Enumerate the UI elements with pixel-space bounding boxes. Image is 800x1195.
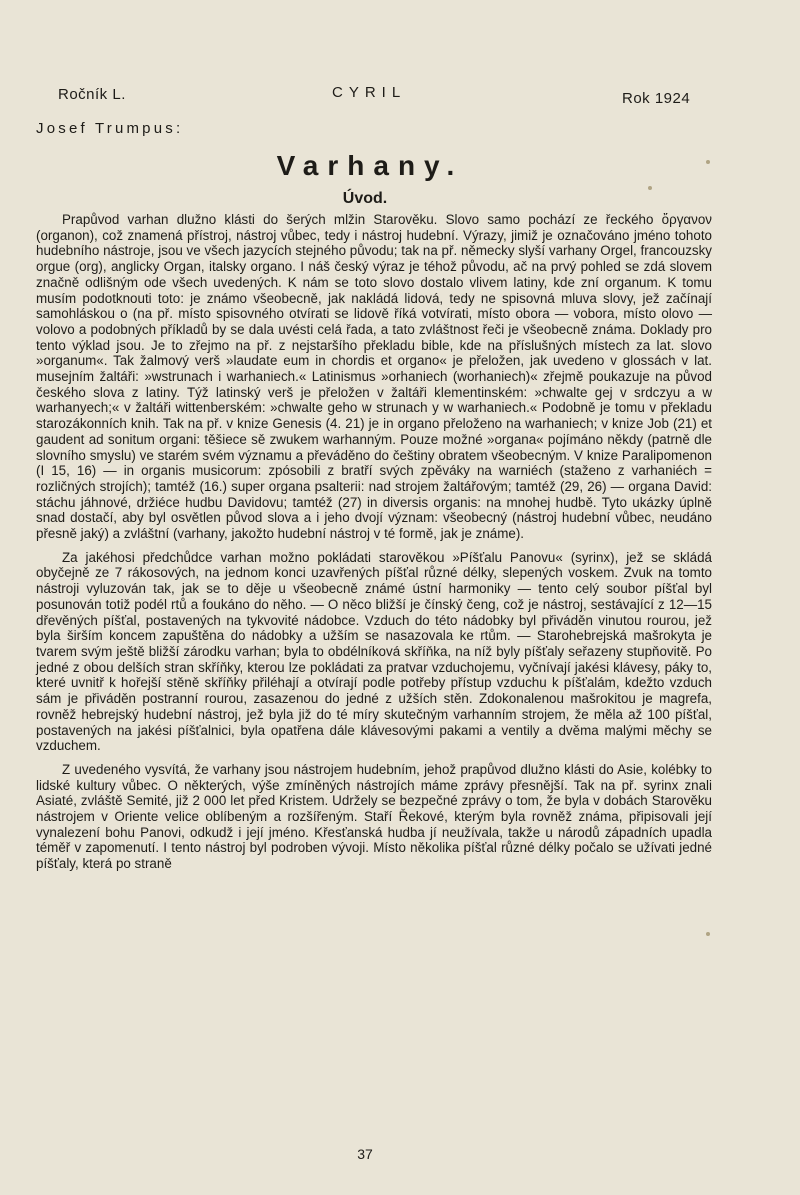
article-author: Josef Trumpus: [36, 120, 184, 137]
article-body [36, 212, 712, 880]
paragraph-2: Za jakéhosi předchůdce varhan možno pokládati starověkou »Píšťalu Panovu« (syrinx), jež se skládá obyčejně ze 7 rákosových, na jednom konci uzavřených píšťal různé délky, slepených voskem. Zvuk na tomto nástroji vyluzován tak, jak se to děje u všeobecně známé ústní harmoniky — tento celý soubor píšťal byl posunován totiž podél rtů a foukáno do něho. — O něco bližší je čínský čeng, což je nástroj, sestávající z 12—15 dřevěných píšťal, postavených na tykvovité nádobce. Vzduch do této nádobky byl přiváděn vinutou rourou, jež byla širším koncem zapuštěna do nádobky a užším se nasazovala ke rtům. — Starohebrejská mašrokyta je tvarem svým ještě bližší zárodku varhan; byla to obdélníková skříňka, na níž byly píšťaly seřazeny stupňovitě. Po jedné z obou delších stran skříňky, kterou lze pokládati za pratvar vzduchojemu, vyčnívají jakési klávesy, páky to, které uvnitř k hořejší stěně skříňky přiléhají a otvírají podle potřeby přístup vzduchu k píšťalám, kdežto vzduch sám je přiváděn postranní rourou, zasazenou do jedné z užších stěn. Zdokonalenou mašrokitou je magrefa, rovněž hebrejský hudební nástroj, jež byla již do té míry skutečným varhanním strojem, že měla až 100 píšťal, postavených na jakési píšťalnici, byla opatřena dále klávesovými pakami a ventily a dvěma malými měchy se vzduchem. [36, 549, 712, 754]
print-speck [648, 186, 652, 190]
article-title: Varhany. [276, 150, 464, 181]
print-speck [706, 160, 710, 164]
section-heading: Úvod. [342, 190, 388, 207]
paragraph-3: Z uvedeného vysvítá, že varhany jsou nástrojem hudebním, jehož prapůvod dlužno klásti do Asie, kolébky to lidské kultury vůbec. O některých, výše zmíněných nástrojích máme zprávy přesnější. Tak na př. syrinx znali Asiaté, zvláště Semité, již 2 000 let před Kristem. Udržely se bezpečné zprávy o tom, že byla v dobách Starověku nástrojem v Oriente velice oblíbeným a rozšířeným. Staří Řekové, kterým byla rovněž známa, připisovali její vynalezení bohu Panovi, odkudž i její jméno. Křesťanská hudba jí neužívala, takže u národů západních upadla téměř v zapomenutí. I tento nástroj byl podroben vývoji. Místo několika píšťal různé délky počalo se užívati jedné píšťaly, která po straně [36, 761, 712, 872]
journal-name: CYRIL [332, 84, 407, 101]
print-speck [706, 932, 710, 936]
year-label: Rok 1924 [622, 90, 691, 107]
volume-label: Ročník L. [58, 86, 126, 103]
page-number: 37 [357, 1146, 373, 1162]
paragraph-1: Prapůvod varhan dlužno klásti do šerých mlžin Starověku. Slovo samo pochází ze řeckého ὄργανον (organon), což znamená přístroj, nástroj vůbec, tedy i nástroj hudební. Výrazy, jimiž je označováno jméno tohoto hudebního nástroje, jsou ve všech jazycích stejného původu; tak na př. německy slyší varhany Orgel, francouzsky orgue (org), anglicky Organ, italsky organo. I náš český výraz je téhož původu, ač na prvý pohled se zdá slovem značně odlišným ode všech uvedených. K nám se toto slovo dostalo vlivem latiny, kde zní organum. K tomu musím podotknouti toto: je známo všeobecně, jak nakládá lidová, tedy ne spisovná mluva slovy, jež začínají samohláskou o (na př. místo spisovného otvírati se lidově říká votvírati, místo obora — vobora, místo olovo — volovo a podobných příkladů by se dala uvésti celá řada, a tato zvláštnost řeči je všeobecně známa. Doklady pro tento výklad jsou. Je to zřejmo na př. z nejstaršího překladu bible, kde na příslušných místech za lat. slovo »organum«. Tak žalmový verš »laudate eum in chordis et organo« je přeložen, jak uvedeno v glossách v lat. musejním žaltáři: »wstrunach i warhaniech.« Latinismus »orhaniech (worhaniech)« zřejmě poukazuje na původ českého slova z latiny. Týž latinský verš je přeložen v žaltáři klementinském: »chwalte gej v srdczyu a w warhanyech;« v žaltáři wittenberském: »chwalte geho w strunach y w warhaniech.« Podobně je tomu v překladu starozákonních knih. Tak na př. v knize Genesis (4. 21) je in organo přeloženo na warhaniech; v knize Job (21) et gaudent ad sonitum organi: těšiece sě zwukem warhanným. Pouze možné »organa« pojímáno někdy (patrně dle slovního smyslu) ve starém svém významu a převáděno do češtiny obratem všeobecným. V knize Paralipomenon (I 15, 16) — in organis musicorum: zpósobili z bratří svých zpěváky na warniéch (staženo z varhaniéch = rozličných strojích); tamtéž (16.) super organa psalterii: nad strojem žaltářovým; tamtéž (29, 26) — organa David: stáchu jáhnové, držiéce hudbu Davidovu; tamtéž (27) in diversis organis: na mnohej hudbě. Tyto ukázky úplně snad dostačí, aby byl osvětlen původ slova a i jeho dvojí význam: všeobecný (nástroj hudební vůbec, neudáno přesně jaký) a zvláštní (varhany, jakožto hudební nástroj v té formě, jak je známe). [36, 212, 712, 542]
